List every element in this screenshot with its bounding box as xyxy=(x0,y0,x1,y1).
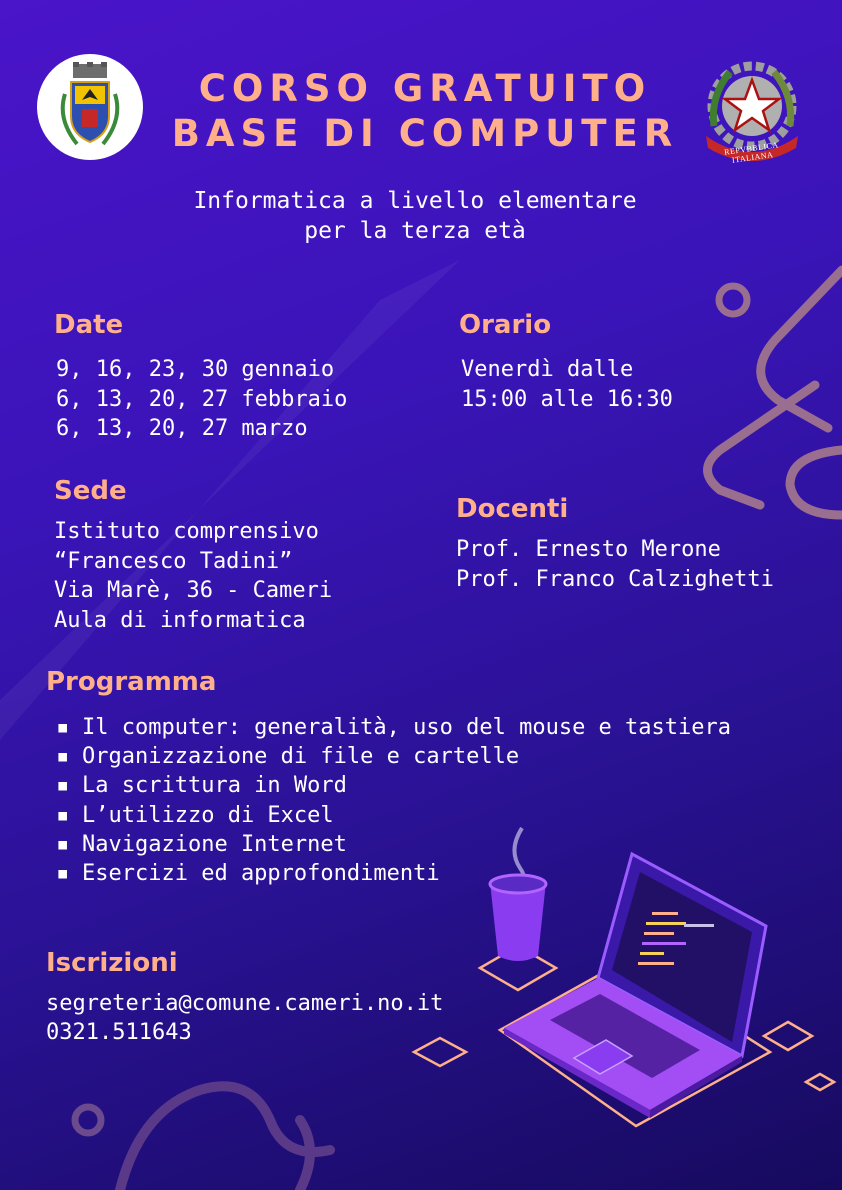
list-item: ▪ Navigazione Internet xyxy=(56,831,347,857)
iscrizioni-phone[interactable]: 0321.511643 xyxy=(46,1020,192,1045)
docenti-list: Prof. Ernesto Merone Prof. Franco Calzighetti xyxy=(456,537,774,592)
date-list: 9, 16, 23, 30 gennaio 6, 13, 20, 27 febbraio 6, 13, 20, 27 marzo xyxy=(56,357,348,441)
iscrizioni-email[interactable]: segreteria@comune.cameri.no.it xyxy=(46,991,444,1016)
laptop-coffee-illustration xyxy=(400,820,840,1150)
sede-address: Istituto comprensivo “Francesco Tadini” Via Marè, 36 - Cameri Aula di informatica xyxy=(54,519,333,633)
cameri-coat-of-arms-icon xyxy=(37,54,143,160)
course-subtitle: Informatica a livello elementare per la terza età xyxy=(193,188,637,244)
italian-republic-emblem-icon xyxy=(700,56,804,168)
list-item: ▪ La scrittura in Word xyxy=(56,773,347,799)
course-title: CORSO GRATUITO BASE DI COMPUTER xyxy=(171,67,679,155)
list-item: ▪ Organizzazione di file e cartelle xyxy=(56,744,520,770)
programma-heading: Programma xyxy=(46,667,217,697)
list-item: ▪ Il computer: generalità, uso del mouse e tastiera xyxy=(56,715,732,740)
list-item: ▪ L’utilizzo di Excel xyxy=(56,802,334,828)
orario-text: Venerdì dalle 15:00 alle 16:30 xyxy=(461,357,673,412)
emblem-ribbon-text: REPVBBLICA ITALIANA xyxy=(723,140,780,165)
iscrizioni-heading: Iscrizioni xyxy=(46,948,178,978)
sede-heading: Sede xyxy=(54,476,127,506)
list-item: ▪ Esercizi ed approfondimenti xyxy=(56,861,440,887)
orario-heading: Orario xyxy=(459,310,552,340)
date-heading: Date xyxy=(54,310,124,340)
docenti-heading: Docenti xyxy=(456,494,569,524)
